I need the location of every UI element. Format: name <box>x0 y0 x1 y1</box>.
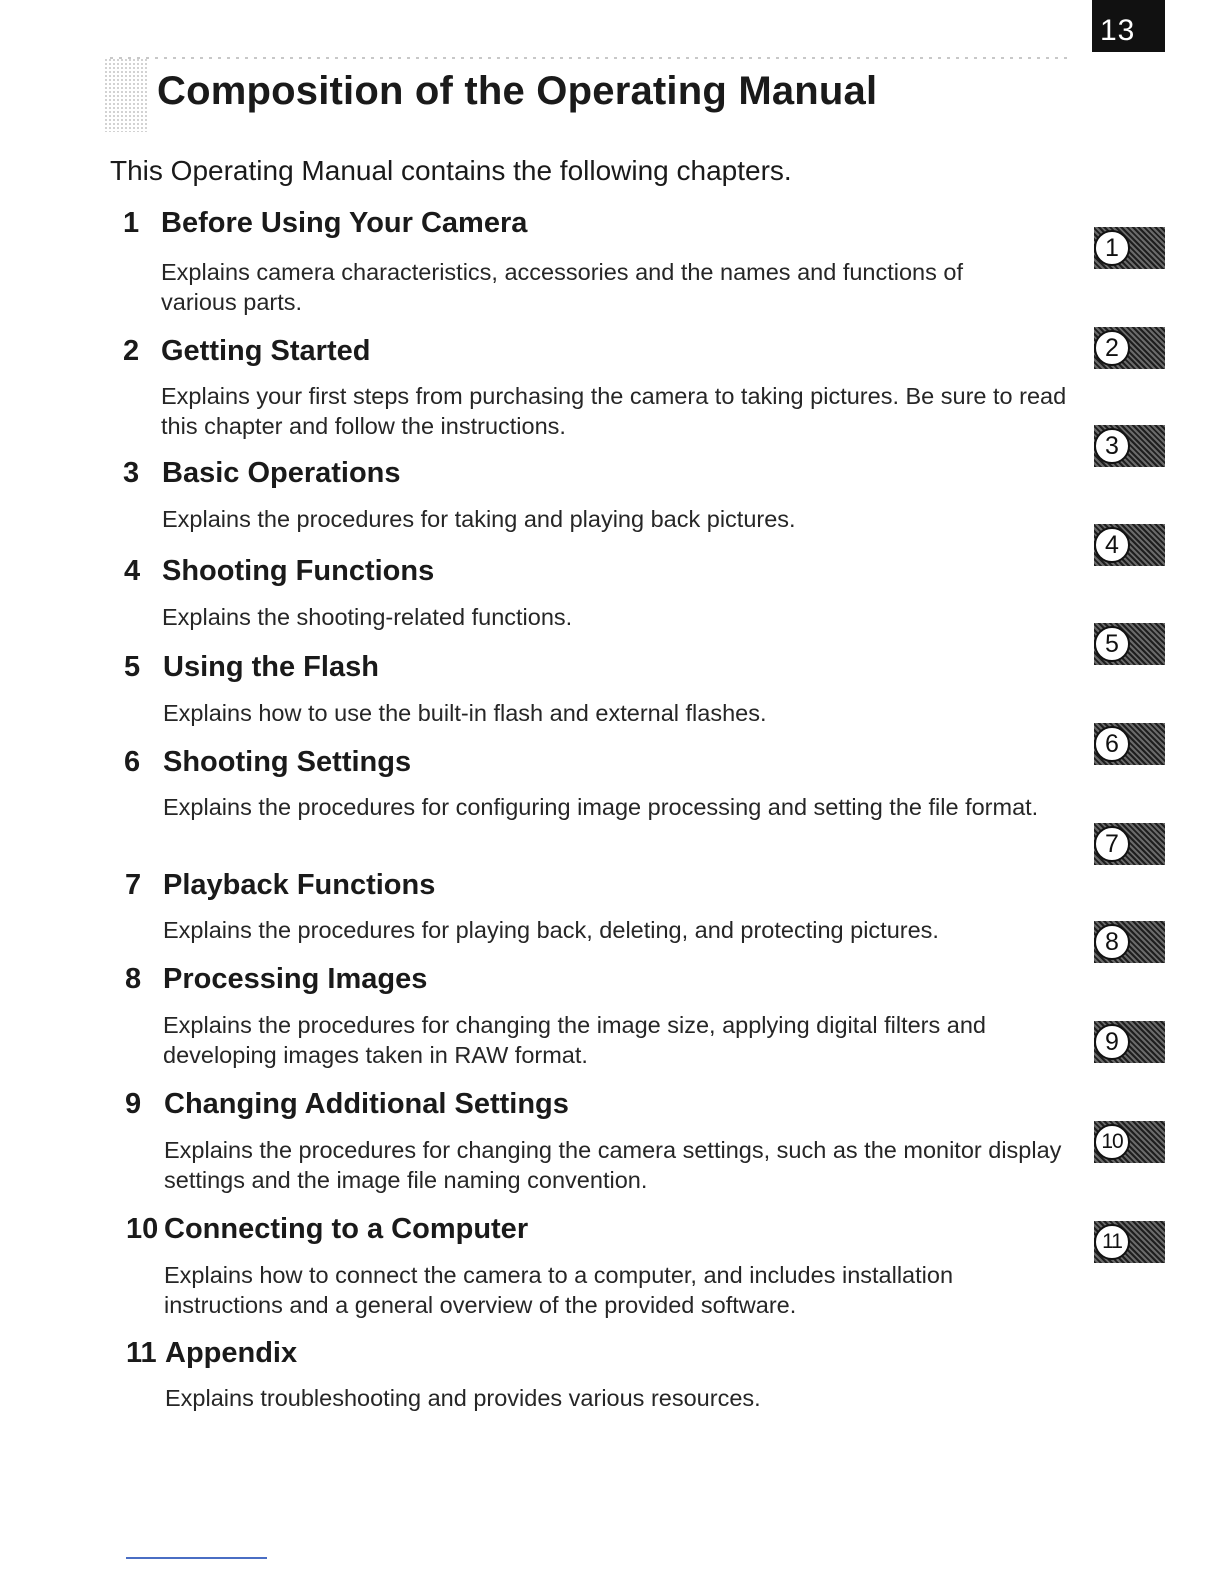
chapter-description: Explains the procedures for playing back, deleting, and protecting pictures. <box>163 917 939 943</box>
chapter-tab-11[interactable] <box>1094 1221 1165 1263</box>
chapter-tab-3[interactable] <box>1094 425 1165 467</box>
chapter-description: Explains troubleshooting and provides various resources. <box>165 1385 761 1411</box>
chapter-title: Appendix <box>165 1337 298 1369</box>
chapter-title: Playback Functions <box>163 869 436 901</box>
chapter-number: 4 <box>124 555 141 587</box>
chapter-title: Before Using Your Camera <box>161 207 528 239</box>
bottom-rule <box>126 1557 267 1559</box>
chapter-tab-number: 5 <box>1094 626 1130 662</box>
chapter-tab-5[interactable] <box>1094 623 1165 665</box>
chapter-tab-number: 8 <box>1094 924 1130 960</box>
chapter-number: 8 <box>125 963 142 995</box>
chapter-description: Explains your first steps from purchasing the camera to taking pictures. Be sure to read this chapter and follow the instructions. <box>161 383 1067 439</box>
chapter-title: Shooting Functions <box>162 555 435 587</box>
chapter-number: 11 <box>126 1337 157 1369</box>
chapter-tab-number: 3 <box>1094 428 1130 464</box>
chapter-description: Explains the procedures for taking and playing back pictures. <box>162 506 796 532</box>
chapter-title: Connecting to a Computer <box>164 1213 529 1245</box>
chapter-number: 7 <box>125 869 142 901</box>
chapter-title: Using the Flash <box>163 651 379 683</box>
chapter-number: 1 <box>123 207 140 239</box>
chapter-tab-number: 9 <box>1094 1024 1130 1060</box>
chapter-description: Explains the procedures for configuring image processing and setting the file format. <box>163 794 1039 820</box>
chapter-tab-7[interactable] <box>1094 823 1165 865</box>
chapter-tab-number: 2 <box>1094 330 1130 366</box>
chapter-number: 9 <box>125 1088 142 1120</box>
chapter-title: Shooting Settings <box>163 746 412 778</box>
title-texture-decoration <box>104 58 148 132</box>
page-number: 13 <box>1092 0 1165 52</box>
chapter-description: Explains the procedures for changing the camera settings, such as the monitor display settings and the image file naming convention. <box>164 1137 1062 1193</box>
chapter-number: 2 <box>123 335 140 367</box>
chapter-tab-6[interactable] <box>1094 723 1165 765</box>
chapter-tab-number: 6 <box>1094 726 1130 762</box>
chapter-number: 3 <box>123 457 140 489</box>
chapter-tab-2[interactable] <box>1094 327 1165 369</box>
chapter-description: Explains how to connect the camera to a computer, and includes installation instructions and a general overview of the provided software. <box>164 1262 954 1318</box>
chapter-description: Explains the procedures for changing the image size, applying digital filters and developing images taken in RAW format. <box>163 1012 986 1068</box>
chapter-tab-number: 1 <box>1094 230 1130 266</box>
chapter-title: Getting Started <box>161 335 371 367</box>
chapter-description: Explains camera characteristics, accessories and the names and functions of various parts. <box>161 259 964 315</box>
header-dotted-rule <box>110 57 1070 59</box>
page-title: Composition of the Operating Manual <box>157 69 878 113</box>
chapter-tab-number: 11 <box>1094 1224 1130 1260</box>
chapter-tab-number: 7 <box>1094 826 1130 862</box>
chapter-tab-number: 4 <box>1094 527 1130 563</box>
chapter-number: 6 <box>124 746 141 778</box>
chapter-tab-number: 10 <box>1094 1124 1130 1160</box>
intro-text: This Operating Manual contains the following chapters. <box>110 155 792 186</box>
chapter-tab-10[interactable] <box>1094 1121 1165 1163</box>
chapter-title: Changing Additional Settings <box>164 1088 569 1120</box>
chapter-title: Processing Images <box>163 963 428 995</box>
chapter-description: Explains the shooting-related functions. <box>162 604 573 630</box>
chapter-number: 5 <box>124 651 141 683</box>
chapter-tab-8[interactable] <box>1094 921 1165 963</box>
chapter-tab-1[interactable] <box>1094 227 1165 269</box>
chapter-tab-9[interactable] <box>1094 1021 1165 1063</box>
chapter-description: Explains how to use the built-in flash and external flashes. <box>163 700 767 726</box>
chapter-tab-4[interactable] <box>1094 524 1165 566</box>
chapter-title: Basic Operations <box>162 457 401 489</box>
chapter-number: 10 <box>126 1213 159 1245</box>
